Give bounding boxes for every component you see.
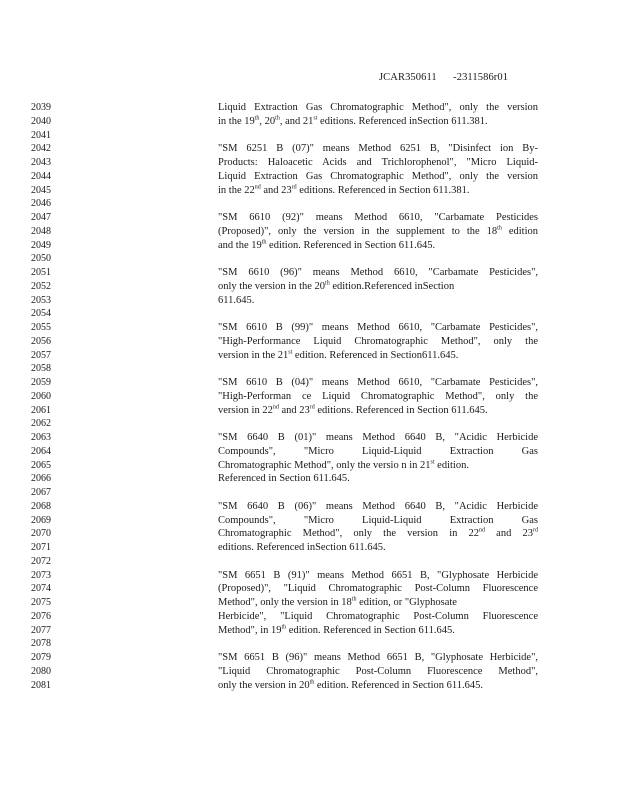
line-number: 2047: [31, 212, 51, 223]
text-line: "SM 6251 B (07)" means Method 6251 B, "Disinfect ion By-: [218, 143, 538, 155]
line-number: 2039: [31, 102, 51, 113]
line-number: 2063: [31, 432, 51, 443]
line-number: 2079: [31, 652, 51, 663]
text-line: editions. Referenced inSection 611.645.: [218, 542, 386, 553]
text-line: "High-Performan ce Liquid Chromatographic Method", only the: [218, 390, 538, 402]
text-line: "SM 6610 (96)" means Method 6610, "Carbamate Pesticides",: [218, 267, 538, 278]
line-number: 2053: [31, 294, 51, 306]
line-number: 2048: [31, 225, 51, 237]
text-line: "SM 6640 B (06)" means Method 6640 B, "Acidic Herbicide: [218, 500, 538, 512]
line-number: 2070: [31, 528, 51, 540]
text-line: "SM 6640 B (01)" means Method 6640 B, "Acidic Herbicide: [218, 432, 538, 443]
line-number: 2045: [31, 184, 51, 196]
text-line: [218, 637, 538, 651]
text-line: Method", in 19th edition. Referenced in Section 611.645.: [218, 624, 455, 636]
text-line: [218, 486, 538, 500]
line-number: 2067: [31, 487, 51, 498]
line-number: 2044: [31, 170, 51, 182]
text-line: Chromatographic Method", only the versio n in 21st edition.: [218, 459, 469, 471]
line-number: 2075: [31, 597, 51, 608]
text-line: Liquid Extraction Gas Chromatographic Method", only the version: [218, 170, 538, 182]
text-line: only the version in the 20th edition.Referenced inSection: [218, 280, 455, 292]
line-number: 2052: [31, 280, 51, 292]
line-number: 2043: [31, 157, 51, 168]
line-number: 2073: [31, 569, 51, 581]
line-number: 2050: [31, 253, 51, 265]
line-number: 2064: [31, 445, 51, 457]
document-body: [218, 101, 538, 692]
text-line: "High-Performance Liquid Chromatographic Method", only the: [218, 335, 538, 347]
line-number: 2071: [31, 542, 51, 553]
text-line: (Proposed)", "Liquid Chromatographic Post-Column Fluorescence: [218, 583, 538, 595]
text-line: Chromatographic Method", only the version in 22nd and 23rd: [218, 527, 538, 540]
text-line: [218, 129, 538, 143]
text-line: (Proposed)", only the version in the supplement to the 18th edition: [218, 225, 538, 237]
line-number: 2054: [31, 308, 51, 320]
text-line: 611.645.: [218, 294, 255, 306]
line-number-column: [31, 101, 71, 692]
text-line: [218, 197, 538, 211]
line-number: 2040: [31, 115, 51, 127]
line-number: 2066: [31, 473, 51, 485]
text-line: Compounds", "Micro Liquid-Liquid Extraction Gas: [218, 514, 538, 526]
line-number: 2061: [31, 404, 51, 416]
text-line: Herbicide", "Liquid Chromatographic Post-Column Fluorescence: [218, 610, 538, 622]
document-id-header: JCAR350611 -2311586r01: [379, 72, 509, 83]
text-line: Liquid Extraction Gas Chromatographic Method", only the version: [218, 102, 538, 113]
line-number: 2056: [31, 335, 51, 347]
line-number: 2041: [31, 129, 51, 141]
line-number: 2068: [31, 500, 51, 512]
text-line: Referenced in Section 611.645.: [218, 473, 350, 485]
text-line: "Liquid Chromatographic Post-Column Fluorescence Method",: [218, 665, 538, 677]
line-number: 2062: [31, 418, 51, 430]
text-line: "SM 6610 (92)" means Method 6610, "Carbamate Pesticides: [218, 212, 538, 223]
text-line: and the 19th edition. Referenced in Section 611.645.: [218, 239, 436, 251]
line-number: 2049: [31, 239, 51, 251]
line-number: 2042: [31, 143, 51, 155]
line-number: 2055: [31, 322, 51, 333]
text-line: "SM 6610 B (04)" means Method 6610, "Carbamate Pesticides",: [218, 377, 538, 388]
text-line: [218, 417, 538, 431]
text-line: in the 22nd and 23rd editions. Referenced in Section 611.381.: [218, 184, 470, 196]
text-line: "SM 6651 B (96)" means Method 6651 B, "Glyphosate Herbicide",: [218, 652, 538, 663]
text-line: "SM 6610 B (99)" means Method 6610, "Carbamate Pesticides",: [218, 322, 538, 333]
text-line: "SM 6651 B (91)" means Method 6651 B, "Glyphosate Herbicide: [218, 569, 538, 581]
text-line: Method", only the version in 18th edition, or "Glyphosate: [218, 596, 457, 608]
line-number: 2081: [31, 679, 51, 691]
line-number: 2076: [31, 610, 51, 622]
text-line: [218, 555, 538, 569]
line-number: 2046: [31, 198, 51, 210]
line-number: 2065: [31, 459, 51, 471]
text-line: [218, 252, 538, 266]
line-number: 2072: [31, 555, 51, 567]
line-number: 2080: [31, 665, 51, 677]
line-number: 2058: [31, 363, 51, 375]
text-line: only the version in 20th edition. Referenced in Section 611.645.: [218, 679, 483, 691]
line-number: 2060: [31, 390, 51, 402]
line-number: 2059: [31, 377, 51, 388]
text-line: Compounds", "Micro Liquid-Liquid Extraction Gas: [218, 445, 538, 457]
line-number: 2077: [31, 624, 51, 636]
line-number: 2069: [31, 514, 51, 526]
text-line: in the 19th, 20th, and 21st editions. Referenced inSection 611.381.: [218, 115, 488, 127]
text-line: version in the 21st edition. Referenced in Section611.645.: [218, 349, 459, 361]
line-number: 2051: [31, 267, 51, 278]
text-line: version in 22nd and 23rd editions. Referenced in Section 611.645.: [218, 404, 488, 416]
line-number: 2057: [31, 349, 51, 361]
line-number: 2078: [31, 638, 51, 650]
text-line: [218, 307, 538, 321]
text-line: [218, 362, 538, 376]
line-number: 2074: [31, 583, 51, 595]
text-line: Products: Haloacetic Acids and Trichlorophenol", "Micro Liquid-: [218, 157, 538, 168]
